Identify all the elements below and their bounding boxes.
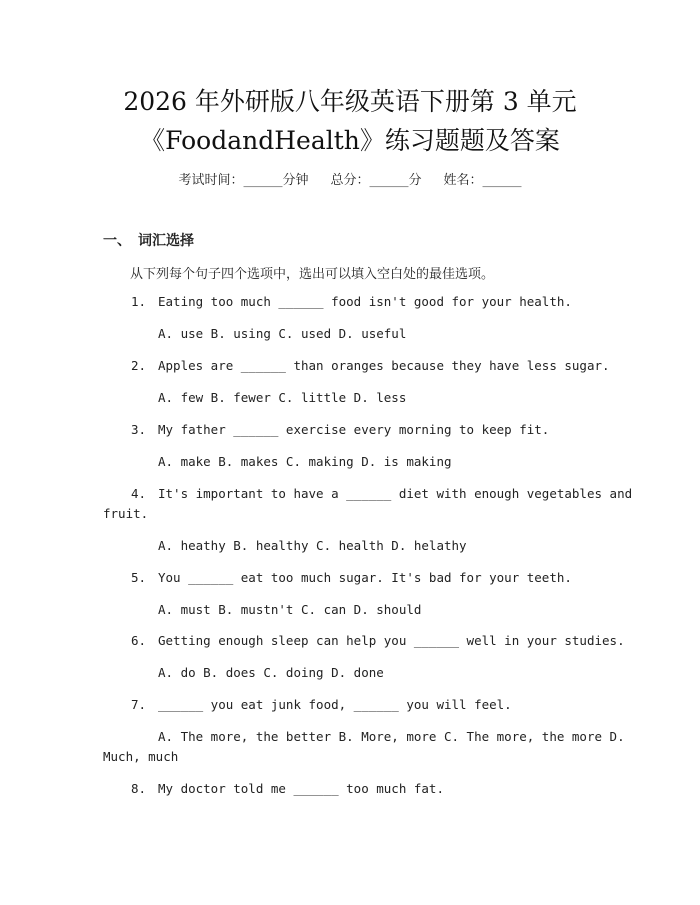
question-text: Apples are ______ than oranges because they have less sugar.	[158, 358, 610, 373]
question-7-options-continuation: Much, much	[103, 749, 179, 764]
question-3-options: A. make B. makes C. making D. is making	[158, 454, 452, 469]
question-number: 1.	[131, 294, 147, 309]
question-number: 3.	[131, 422, 147, 437]
section-heading	[103, 230, 194, 250]
total-score-field: 总分：______分	[330, 173, 422, 188]
question-number: 6.	[131, 633, 147, 648]
question-5-options: A. must B. mustn't C. can D. should	[158, 602, 422, 617]
question-7	[131, 697, 512, 712]
question-6-options: A. do B. does C. doing D. done	[158, 665, 384, 680]
question-number: 8.	[131, 781, 147, 796]
section-instruction: 从下列每个句子四个选项中，选出可以填入空白处的最佳选项。	[130, 267, 495, 282]
question-4-continuation: fruit.	[103, 506, 149, 521]
page-title-line-1: 2026 年外研版八年级英语下册第 3 单元	[123, 87, 577, 116]
question-1-options: A. use B. using C. used D. useful	[158, 326, 407, 341]
question-4-options: A. heathy B. healthy C. health D. helathy	[158, 538, 467, 553]
student-name-field: 姓名：______	[443, 173, 522, 188]
exam-meta	[0, 169, 700, 188]
question-2-options: A. few B. fewer C. little D. less	[158, 390, 407, 405]
question-7-options: A. The more, the better B. More, more C. The more, the more D.	[158, 729, 625, 744]
question-text: My father ______ exercise every morning to keep fit.	[158, 422, 550, 437]
page-title-line-2: 《FoodandHealth》练习题题及答案	[140, 126, 560, 155]
question-text: My doctor told me ______ too much fat.	[158, 781, 444, 796]
question-text: ______ you eat junk food, ______ you will feel.	[158, 697, 512, 712]
section-title: 词汇选择	[138, 233, 194, 249]
section-number: 一、	[103, 233, 131, 249]
question-number: 7.	[131, 697, 147, 712]
question-6	[131, 633, 625, 648]
exam-time-field: 考试时间：______分钟	[178, 173, 309, 188]
question-5	[131, 570, 572, 585]
question-text: It's important to have a ______ diet with enough vegetables and	[158, 486, 633, 501]
question-number: 2.	[131, 358, 147, 373]
question-8	[131, 781, 444, 796]
question-number: 5.	[131, 570, 147, 585]
question-1	[131, 294, 572, 309]
question-text: Getting enough sleep can help you ______ well in your studies.	[158, 633, 625, 648]
question-number: 4.	[131, 486, 147, 501]
question-text: You ______ eat too much sugar. It's bad for your teeth.	[158, 570, 572, 585]
question-text: Eating too much ______ food isn't good for your health.	[158, 294, 572, 309]
question-2	[131, 358, 610, 373]
question-3	[131, 422, 549, 437]
question-4	[131, 486, 632, 501]
